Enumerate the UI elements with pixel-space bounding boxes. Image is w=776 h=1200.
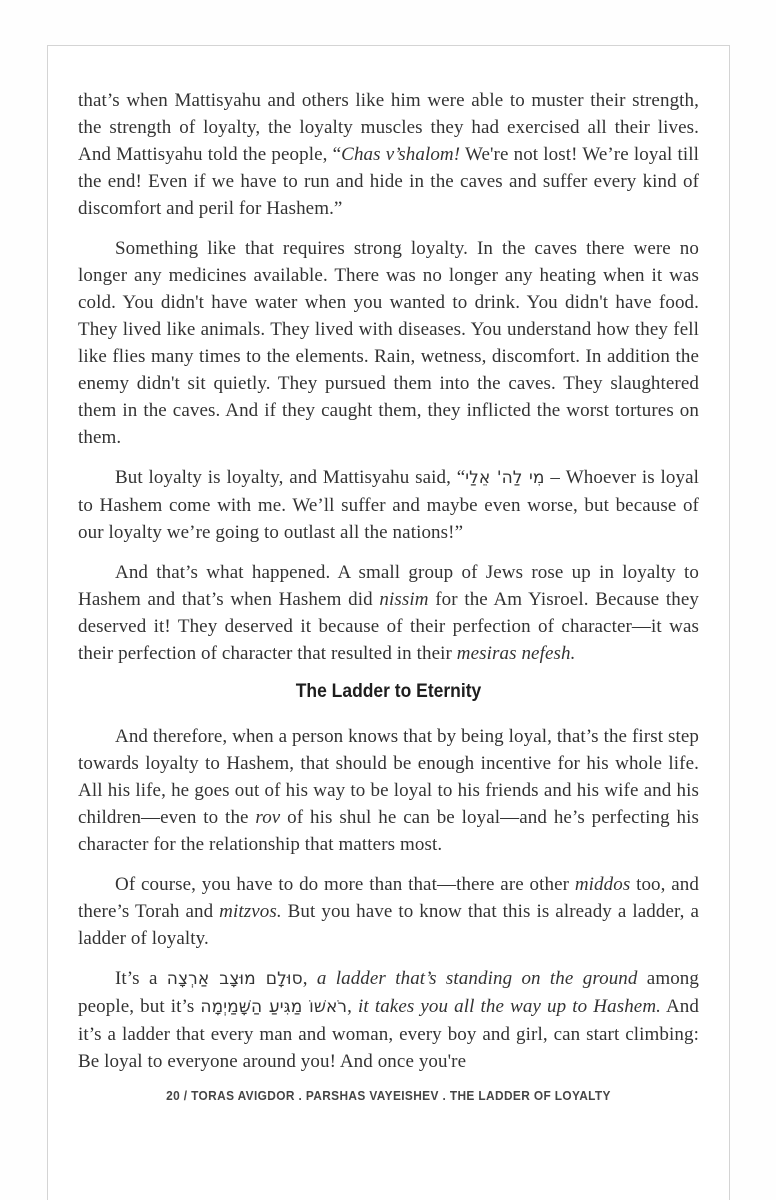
- text-run: ,: [347, 996, 359, 1017]
- hebrew-text: סוּלָם מוּצָב אַרְצָה: [166, 969, 303, 989]
- paragraph: [78, 871, 699, 952]
- text-run: – Whoever is loyal to Hashem come with me. We’ll suffer and maybe even worse, but because of our loyalty we’re going to outlast all the nations!”: [78, 467, 699, 543]
- hebrew-text: רֹאשׁוֹ מַגִּיעַ הַשָּׁמַיְמָה: [200, 997, 348, 1017]
- text-run: Something like that requires strong loyalty. In the caves there were no longer any medicines available. There was no longer any heating when it was cold. You didn't have water when you wanted to drink. You didn't have food. They lived like animals. They lived with diseases. You understand how they fell like flies many times to the elements. Rain, wetness, discomfort. In addition the enemy didn't sit quietly. They pursued them into the caves. They slaughtered them in the caves. And if they caught them, they inflicted the worst tortures on them.: [78, 238, 699, 448]
- text-run: for the Am Yisroel. Because they deserved it! They deserved it because of their perfection of character—it was their perfection of character that resulted in their: [78, 589, 699, 664]
- page-footer: 20 / TORAS AVIGDOR . PARSHAS VAYEISHEV . THE LADDER OF LOYALTY: [166, 1089, 611, 1103]
- text-run: ,: [302, 968, 317, 989]
- text-run: But you have to know that this is already a ladder, a ladder of loyalty.: [78, 901, 699, 949]
- italic-text: Chas v’shalom!: [341, 144, 461, 165]
- text-run: It’s a: [115, 968, 167, 989]
- italic-text: middos: [574, 874, 631, 895]
- hebrew-text: מִי לַה' אֵלַי: [465, 468, 545, 488]
- italic-text: nissim: [379, 589, 429, 610]
- paragraph: [78, 87, 699, 222]
- paragraph: [78, 559, 699, 667]
- text-run: We're not lost! We’re loyal till the end! Even if we have to run and hide in the caves and suffer every kind of discomfort and peril for Hashem.”: [78, 144, 699, 219]
- paragraph: [78, 965, 699, 1075]
- italic-text: mitzvos.: [219, 901, 282, 922]
- italic-text: rov: [255, 807, 281, 828]
- paragraph: [78, 723, 699, 858]
- italic-text: mesiras nefesh.: [456, 643, 576, 664]
- text-run: And it’s a ladder that every man and woman, every boy and girl, can start climbing: Be loyal to everyone around you! And once you're: [78, 996, 700, 1072]
- text-run: of his shul he can be loyal—and he’s perfecting his character for the relationship that matters most.: [78, 807, 699, 855]
- text-run: But loyalty is loyalty, and Mattisyahu said, “: [115, 467, 466, 488]
- italic-text: it takes you all the way up to Hashem.: [358, 996, 661, 1017]
- section-heading: The Ladder to Eternity: [295, 681, 482, 702]
- text-run: that’s when Mattisyahu and others like him were able to muster their strength, the strength of loyalty, the loyalty muscles they had exercised all their lives. And Mattisyahu told the people, “: [78, 90, 699, 165]
- paragraph: [78, 464, 699, 546]
- italic-text: a ladder that’s standing on the ground: [316, 968, 638, 989]
- text-run: among people, but it’s: [78, 968, 700, 1017]
- text-run: And that’s what happened. A small group of Jews rose up in loyalty to Hashem and that’s when Hashem did: [78, 562, 699, 610]
- text-run: Of course, you have to do more than that—there are other: [115, 874, 575, 895]
- article: [48, 46, 729, 1075]
- document-page: [47, 45, 730, 1200]
- text-run: And therefore, when a person knows that by being loyal, that’s the first step towards loyalty to Hashem, that should be enough incentive for his whole life. All his life, he goes out of his way to be loyal to his friends and his wife and his children—even to the: [78, 726, 699, 828]
- paragraph: [78, 235, 699, 451]
- text-run: too, and there’s Torah and: [78, 874, 699, 922]
